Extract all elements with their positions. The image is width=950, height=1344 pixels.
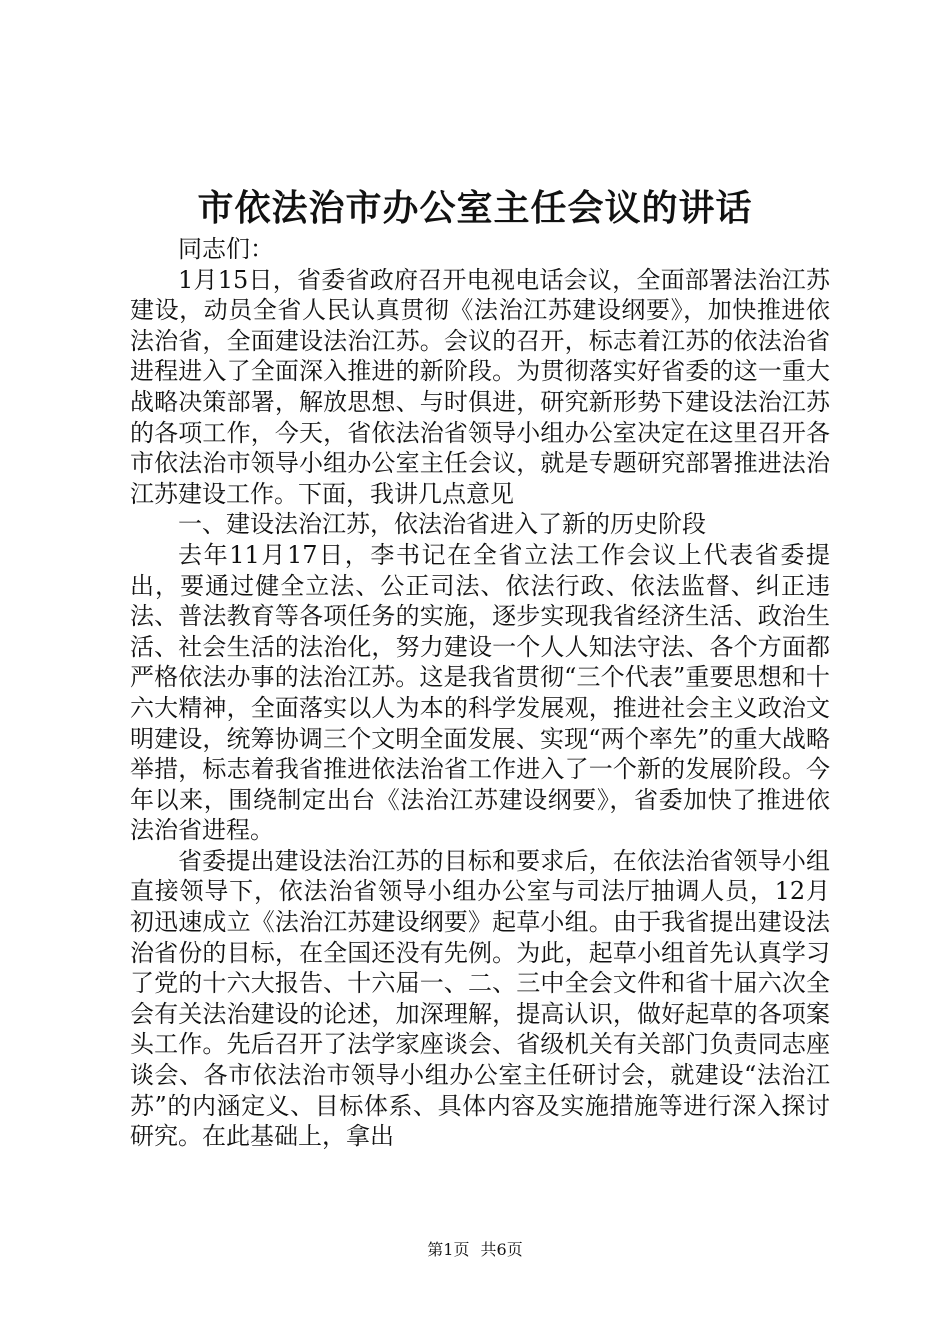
paragraph-background: 去年11月17日，李书记在全省立法工作会议上代表省委提出，要通过健全立法、公正司法、依法行政、依法监督、纠正违法、普法教育等各项任务的实施，逐步实现我省经济生活、政治生活、社会生活的法治化，努力建设一个人人知法守法、各个方面都严格依法办事的法治江苏。这是我省贯彻“三个代表”重要思想和十六大精神，全面落实以人为本的科学发展观，推进社会主义政治文明建设，统筹协调三个文明全面发展、实现“两个率先”的重大战略举措，标志着我省推进依法治省工作进入了一个新的发展阶段。今年以来，围绕制定出台《法治江苏建设纲要》，省委加快了推进依法治省进程。 — [130, 540, 830, 845]
page-number: 第1页 — [427, 1240, 470, 1259]
section-heading-1: 一、建设法治江苏，依法治省进入了新的历史阶段 — [178, 510, 706, 539]
salutation: 同志们： — [178, 235, 274, 263]
document-body — [130, 234, 830, 1152]
paragraph-drafting: 省委提出建设法治江苏的目标和要求后，在依法治省领导小组直接领导下，依法治省领导小组办公室与司法厅抽调人员，12月初迅速成立《法治江苏建设纲要》起草小组。由于我省提出建设法治省份的目标，在全国还没有先例。为此，起草小组首先认真学习了党的十六大报告、十六届一、二、三中全会文件和省十届六次全会有关法治建设的论述，加深理解，提高认识，做好起草的各项案头工作。先后召开了法学家座谈会、省级机关有关部门负责同志座谈会、各市依法治市领导小组办公室主任研讨会，就建设“法治江苏”的内涵定义、目标体系、具体内容及实施措施等进行深入探讨研究。在此基础上，拿出 — [130, 846, 830, 1151]
document-title: 市依法治市办公室主任会议的讲话 — [197, 187, 753, 229]
page-footer — [0, 1239, 950, 1261]
paragraph-intro: 1月15日，省委省政府召开电视电话会议，全面部署法治江苏建设，动员全省人民认真贯彻《法治江苏建设纲要》，加快推进依法治省，全面建设法治江苏。会议的召开，标志着江苏的依法治省进程进入了全面深入推进的新阶段。为贯彻落实好省委的这一重大战略决策部署，解放思想、与时俱进，研究新形势下建设法治江苏的各项工作，今天，省依法治省领导小组办公室决定在这里召开各市依法治市领导小组办公室主任会议，就是专题研究部署推进法治江苏建设工作。下面，我讲几点意见 — [130, 265, 830, 508]
page-total: 共6页 — [480, 1240, 523, 1259]
